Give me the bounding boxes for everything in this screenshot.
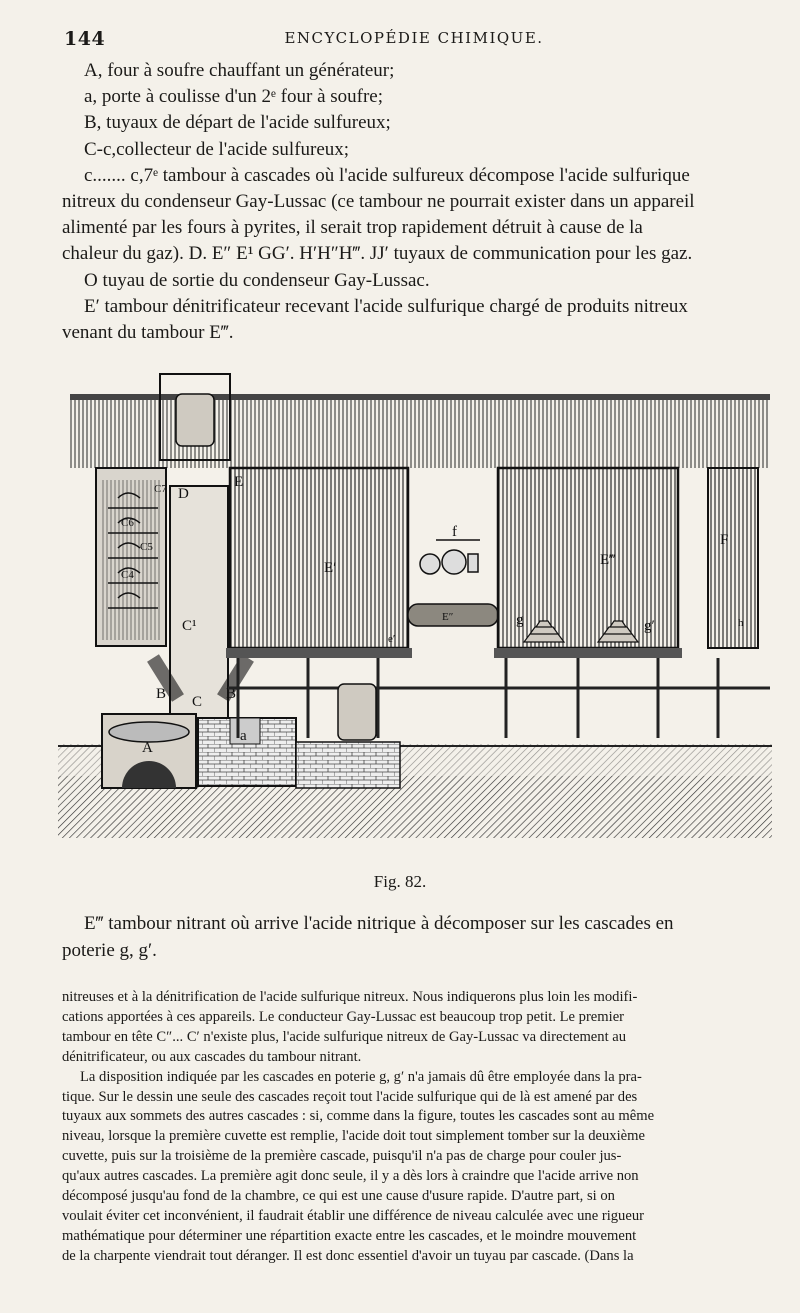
figure-caption: Fig. 82. bbox=[373, 872, 427, 891]
body-line: de la charpente viendrait tout déranger. Il est donc essentiel d'avoir un tuyau par cascade. (Dans la bbox=[62, 1247, 634, 1264]
label-a-lower: a bbox=[240, 728, 247, 744]
body-line: dénitrificateur, ou aux cascades du tambour nitrant. bbox=[62, 1048, 362, 1065]
legend-line: O tuyau de sortie du condenseur Gay-Lussac. bbox=[84, 269, 430, 291]
lower-acid-tank bbox=[338, 684, 376, 740]
running-title: ENCYCLOPÉDIE CHIMIQUE. bbox=[284, 29, 544, 47]
label-g-prime: g′ bbox=[644, 618, 655, 634]
label-c: C bbox=[192, 694, 203, 710]
label-b-left: B bbox=[156, 686, 167, 702]
label-c1: C¹ bbox=[182, 618, 197, 634]
drum-e-prime bbox=[230, 468, 408, 648]
legend-line: nitreux du condenseur Gay-Lussac (ce tambour ne pourrait exister dans un appareil bbox=[62, 191, 695, 213]
body-line: mathématique pour déterminer une répartition exacte entre les cascades, et le moindre mouvement bbox=[62, 1227, 637, 1244]
legend-line: a, porte à coulisse d'un 2ᵉ four à soufre; bbox=[84, 86, 384, 108]
brick-base bbox=[296, 742, 400, 788]
legend-line: alimenté par les fours à pyrites, il serait trop rapidement détruit à cause de la bbox=[62, 217, 643, 239]
legend-line: C-c,collecteur de l'acide sulfureux; bbox=[84, 138, 350, 160]
main-paragraph bbox=[62, 910, 770, 964]
roof-beam bbox=[70, 394, 770, 400]
legend-line: venant du tambour E‴. bbox=[62, 322, 234, 344]
figure-legend bbox=[62, 58, 770, 346]
page-number: 144 bbox=[64, 28, 106, 50]
paragraph-line: poterie g, g′. bbox=[62, 940, 157, 961]
body-line: cations apportées à ces appareils. Le conducteur Gay-Lussac est beaucoup trop petit. Le premier bbox=[62, 1008, 625, 1025]
label-a-upper: A bbox=[142, 740, 153, 756]
body-line: nitreuses et à la dénitrification de l'acide sulfurique nitreux. Nous indiquerons plus loin les modifi- bbox=[62, 989, 638, 1005]
label-e-triple-prime: E‴ bbox=[600, 552, 616, 568]
label-e-small: e′ bbox=[388, 633, 396, 645]
label-e-double-prime: E″ bbox=[442, 611, 454, 623]
body-line: qu'aux autres cascades. La première agit donc seule, il y a dès lors à craindre que l'acide arrive non bbox=[62, 1168, 639, 1185]
body-line: tique. Sur le dessin une seule des cascades reçoit tout l'acide sulfurique qui de là est amené par des bbox=[62, 1088, 638, 1105]
body-line: tambour en tête C″... C′ n'existe plus, l'acide sulfurique nitreux de Gay-Lussac va directement au bbox=[62, 1028, 627, 1045]
legend-line: B, tuyaux de départ de l'acide sulfureux; bbox=[84, 112, 391, 134]
label-g: g bbox=[516, 612, 524, 628]
figure-82-engraving bbox=[58, 368, 772, 838]
label-b-right: B bbox=[226, 686, 237, 702]
label-c5: C5 bbox=[140, 541, 153, 553]
legend-line: A, four à soufre chauffant un générateur; bbox=[84, 60, 395, 81]
legend-line: E′ tambour dénitrificateur recevant l'acide sulfurique chargé de produits nitreux bbox=[84, 295, 688, 317]
label-e-prime: E′ bbox=[324, 560, 337, 576]
legend-line: chaleur du gaz). D. E″ E¹ GG′. H′H″H‴. JJ′ tuyaux de communication pour les gaz. bbox=[62, 243, 693, 265]
acid-tank bbox=[176, 394, 214, 446]
body-line: tuyaux aux sommets des autres cascades : si, comme dans la figure, toutes les cascades sont au même bbox=[62, 1108, 655, 1125]
label-d: D bbox=[178, 486, 189, 502]
legend-line: c....... c,7ᵉ tambour à cascades où l'acide sulfureux décompose l'acide sulfurique bbox=[84, 164, 690, 186]
nitric-flasks bbox=[420, 550, 478, 574]
apparatus-illustration bbox=[58, 368, 772, 838]
body-line: cuvette, puis sur la troisième de la première cascade, puisqu'il n'a pas de charge pour couler jus- bbox=[62, 1148, 622, 1165]
label-h: h bbox=[738, 617, 744, 629]
page-header bbox=[60, 28, 768, 50]
roof-pillars bbox=[70, 400, 770, 468]
label-c6: C6 bbox=[121, 517, 134, 529]
label-c7: C7 bbox=[154, 483, 167, 495]
paragraph-line: E‴ tambour nitrant où arrive l'acide nitrique à décomposer sur les cascades en bbox=[84, 913, 674, 934]
body-line: décomposé jusqu'au fond de la chambre, ce qui est une cause d'usure rapide. D'autre part, si on bbox=[62, 1188, 615, 1205]
chamber-f bbox=[708, 468, 758, 648]
label-f: f bbox=[452, 524, 457, 540]
body-line: niveau, lorsque la première cuvette est remplie, l'acide doit tout simplement tomber sur la deuxième bbox=[62, 1128, 645, 1145]
label-f-chamber: F bbox=[720, 532, 729, 548]
body-line: La disposition indiquée par les cascades en poterie g, g′ n'a jamais dû être employée dans la pra- bbox=[80, 1068, 642, 1085]
body-text bbox=[62, 988, 772, 1267]
label-c4: C4 bbox=[121, 569, 134, 581]
body-line: voulait éviter cet inconvénient, il faudrait établir une différence de niveau calculée avec une rigueur bbox=[62, 1207, 644, 1224]
